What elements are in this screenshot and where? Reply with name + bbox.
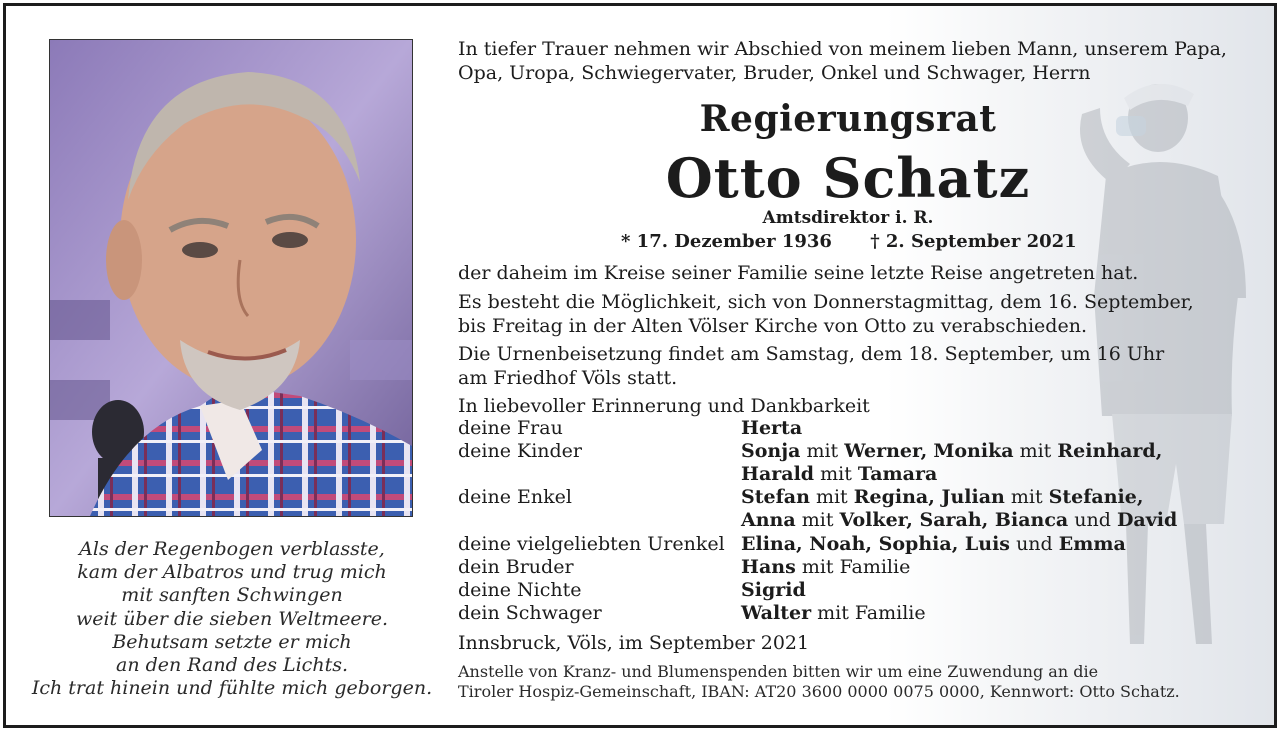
birth-date: * 17. Dezember 1936 [621,231,832,252]
relative-names: Anna mit Volker, Sarah, Bianca und David [741,509,1178,531]
paragraph-line: Die Urnenbeisetzung findet am Samstag, dem 18. September, um 16 Uhr [458,343,1165,365]
deceased-rank: Regierungsrat [699,98,997,140]
paragraph: In liebevoller Erinnerung und Dankbarkeit [458,395,870,417]
poem-line: weit über die sieben Weltmeere. [75,607,389,630]
relative-names: Stefan mit Regina, Julian mit Stefanie, [741,486,1144,508]
portrait-photo [49,39,413,517]
life-dates [621,231,1077,252]
relative-label: deine Enkel [458,486,572,508]
donation-line: Anstelle von Kranz- und Blumenspenden bitten wir um eine Zuwendung an die [458,662,1099,681]
place-date: Innsbruck, Völs, im September 2021 [458,632,810,654]
paragraph-line: am Friedhof Völs statt. [458,367,678,389]
relative-names: Hans mit Familie [741,556,911,578]
relative-names: Walter mit Familie [741,602,926,624]
relative-name: Sigrid [741,579,806,601]
intro-line: Opa, Uropa, Schwiegervater, Bruder, Onkel und Schwager, Herrn [458,62,1091,84]
paragraph: der daheim im Kreise seiner Familie seine letzte Reise angetreten hat. [458,262,1139,284]
relative-label: deine vielgeliebten Urenkel [458,533,725,555]
relative-names: Elina, Noah, Sophia, Luis und Emma [741,533,1126,555]
relative-label: deine Nichte [458,579,582,601]
paragraph-line: bis Freitag in der Alten Völser Kirche von Otto zu verabschieden. [458,315,1087,337]
relative-label: deine Frau [458,417,563,439]
paragraph-line: Es besteht die Möglichkeit, sich von Donnerstagmittag, dem 16. September, [458,291,1194,313]
paragraph [458,342,1164,390]
relative-name: Herta [741,417,803,439]
intro-line: In tiefer Trauer nehmen wir Abschied von meinem lieben Mann, unserem Papa, [458,38,1227,60]
poem-line: kam der Albatros und trug mich [77,561,387,584]
deceased-name: Otto Schatz [665,146,1031,210]
death-date: † 2. September 2021 [870,231,1077,252]
intro [458,37,1227,85]
obituary-card [3,3,1277,728]
relative-label: dein Schwager [458,602,602,624]
poem-line: an den Rand des Lichts. [116,654,348,677]
relative-names: Harald mit Tamara [741,463,938,485]
poem-line: Ich trat hinein und fühlte mich geborgen. [31,677,433,700]
poem-line: Behutsam setzte er mich [112,630,352,653]
deceased-title: Amtsdirektor i. R. [762,208,934,228]
relative-names: Sonja mit Werner, Monika mit Reinhard, [741,440,1163,462]
relative-label: deine Kinder [458,440,583,462]
poem-line: mit sanften Schwingen [121,584,343,607]
poem [26,538,438,700]
donation-note [458,662,1180,702]
relative-label: dein Bruder [458,556,574,578]
poem-line: Als der Regenbogen verblasste, [79,538,385,560]
donation-line: Tiroler Hospiz-Gemeinschaft, IBAN: AT20 3600 0000 0075 0000, Kennwort: Otto Schatz. [458,682,1180,701]
paragraph [458,290,1194,338]
